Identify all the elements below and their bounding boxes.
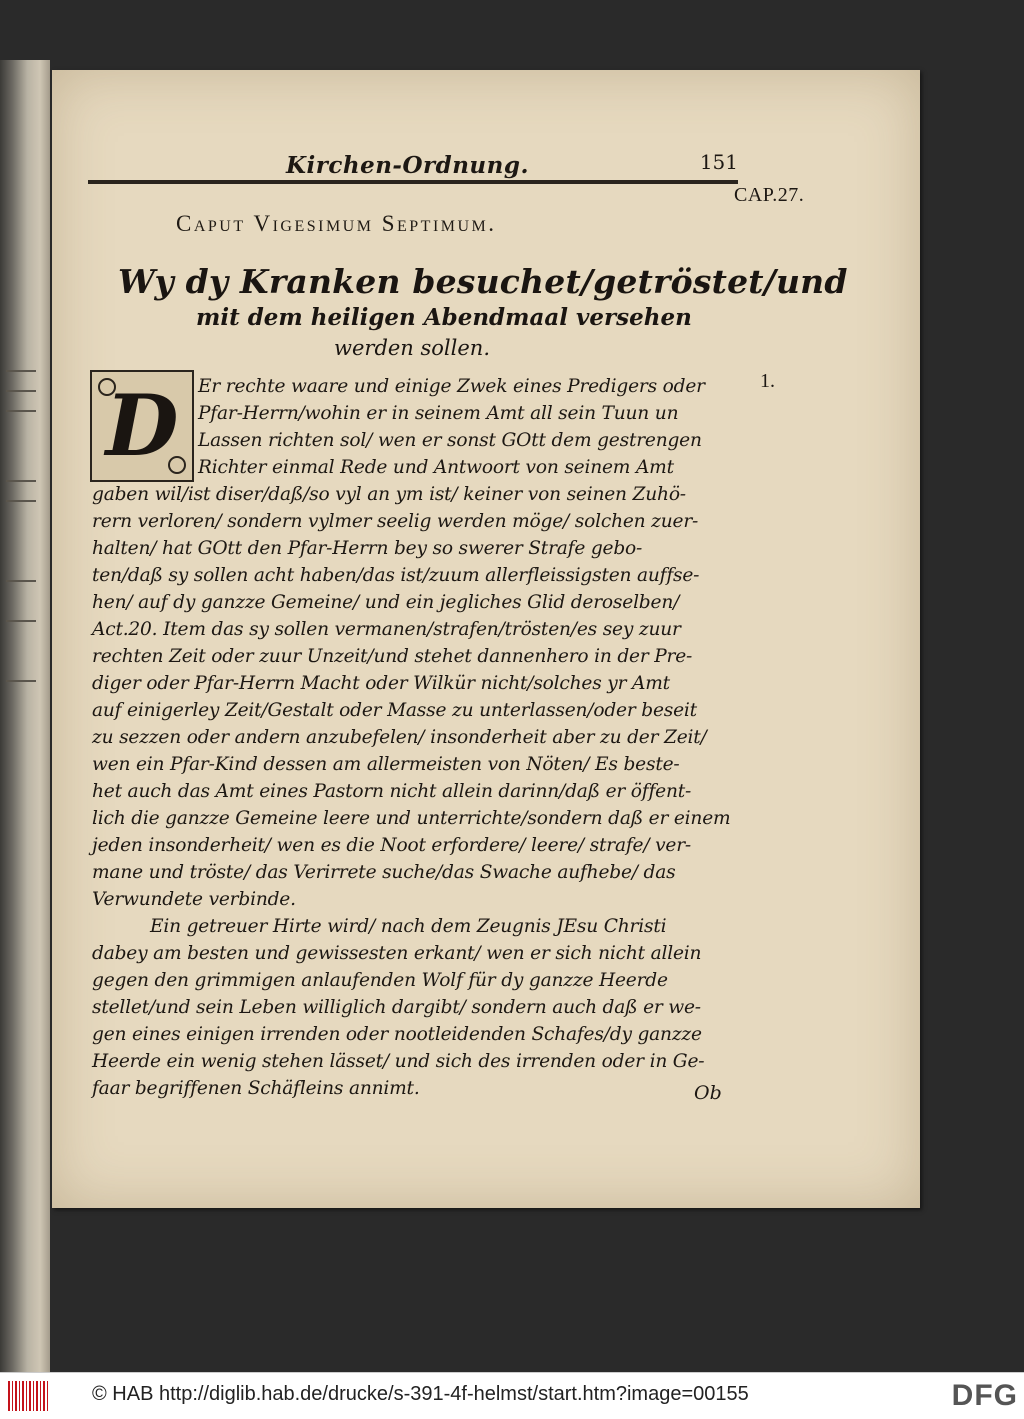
hab-logo-icon xyxy=(8,1381,48,1411)
dfg-logo: DFG xyxy=(951,1379,1018,1412)
chapter-margin-note: CAP.27. xyxy=(734,184,805,206)
text-line: jeden insonderheit/ wen es die Noot erfordere/ leere/ strafe/ ver- xyxy=(92,835,692,856)
section-heading-line-2: mit dem heiligen Abendmaal versehen xyxy=(196,304,692,331)
page-number: 151 xyxy=(699,150,738,174)
text-line: Verwundete verbinde. xyxy=(92,889,296,910)
paragraph-number: 1. xyxy=(760,370,775,392)
catchword: Ob xyxy=(694,1082,722,1104)
running-head-title: Kirchen-Ordnung. xyxy=(286,152,529,179)
text-line: gen eines einigen irrenden oder nootleidenden Schafes/dy ganzze xyxy=(92,1024,702,1045)
text-line: rern verloren/ sondern vylmer seelig werden möge/ solchen zuer- xyxy=(92,511,699,532)
text-line: hen/ auf dy ganzze Gemeine/ und ein jegliches Glid deroselben/ xyxy=(92,592,680,613)
section-heading-line-3: werden sollen. xyxy=(334,336,490,360)
text-line: Heerde ein wenig stehen lässet/ und sich des irrenden oder in Ge- xyxy=(92,1051,705,1072)
text-line: Act.20. Item das sy sollen vermanen/strafen/trösten/es sey zuur xyxy=(92,619,681,640)
text-line: mane und tröste/ das Verirrete suche/das Swache aufhebe/ das xyxy=(92,862,676,883)
chapter-title: Caput Vigesimum Septimum. xyxy=(176,211,497,236)
text-line: rechten Zeit oder zuur Unzeit/und stehet dannenhero in der Pre- xyxy=(92,646,693,667)
text-line: Ein getreuer Hirte wird/ nach dem Zeugnis JEsu Christi xyxy=(150,916,667,937)
text-line: auf einigerley Zeit/Gestalt oder Masse zu unterlassen/oder beseit xyxy=(92,700,697,721)
text-line: zu sezzen oder andern anzubefelen/ insonderheit aber zu der Zeit/ xyxy=(92,727,707,748)
footer-bar xyxy=(0,1372,1024,1419)
text-line: wen ein Pfar-Kind dessen am allermeisten von Nöten/ Es beste- xyxy=(92,754,680,775)
previous-page-edge xyxy=(0,60,50,1372)
header-rule xyxy=(88,180,738,184)
decorated-initial xyxy=(90,370,194,482)
text-line: halten/ hat GOtt den Pfar-Herrn bey so swerer Strafe gebo- xyxy=(92,538,643,559)
text-line: gegen den grimmigen anlaufenden Wolf für dy ganzze Heerde xyxy=(92,970,668,991)
text-line: Richter einmal Rede und Antwoort von seinem Amt xyxy=(198,457,674,478)
text-line: faar begriffenen Schäfleins annimt. xyxy=(92,1078,420,1099)
text-line: gaben wil/ist diser/daß/so vyl an ym ist/ keiner von seinen Zuhö- xyxy=(92,484,686,505)
text-line: diger oder Pfar-Herrn Macht oder Wilkür nicht/solches yr Amt xyxy=(92,673,670,694)
text-line: stellet/und sein Leben williglich dargibt/ sondern auch daß er we- xyxy=(92,997,701,1018)
text-line: dabey am besten und gewissesten erkant/ wen er sich nicht allein xyxy=(92,943,702,964)
initial-letter: D xyxy=(105,376,179,475)
section-heading-line-1: Wy dy Kranken besuchet/getröstet/und xyxy=(118,262,848,301)
text-line: Er rechte waare und einige Zwek eines Predigers oder xyxy=(198,376,705,397)
text-line: lich die ganzze Gemeine leere und unterrichte/sondern daß er einem xyxy=(92,808,731,829)
text-line: Lassen richten sol/ wen er sonst GOtt dem gestrengen xyxy=(198,430,702,451)
text-line: het auch das Amt eines Pastorn nicht allein darinn/daß er öffent- xyxy=(92,781,692,802)
text-line: ten/daß sy sollen acht haben/das ist/zuum allerfleissigsten auffse- xyxy=(92,565,700,586)
text-line: Pfar-Herrn/wohin er in seinem Amt all sein Tuun un xyxy=(198,403,679,424)
copyright-link[interactable]: © HAB http://diglib.hab.de/drucke/s-391-4f-helmst/start.htm?image=00155 xyxy=(92,1383,749,1405)
